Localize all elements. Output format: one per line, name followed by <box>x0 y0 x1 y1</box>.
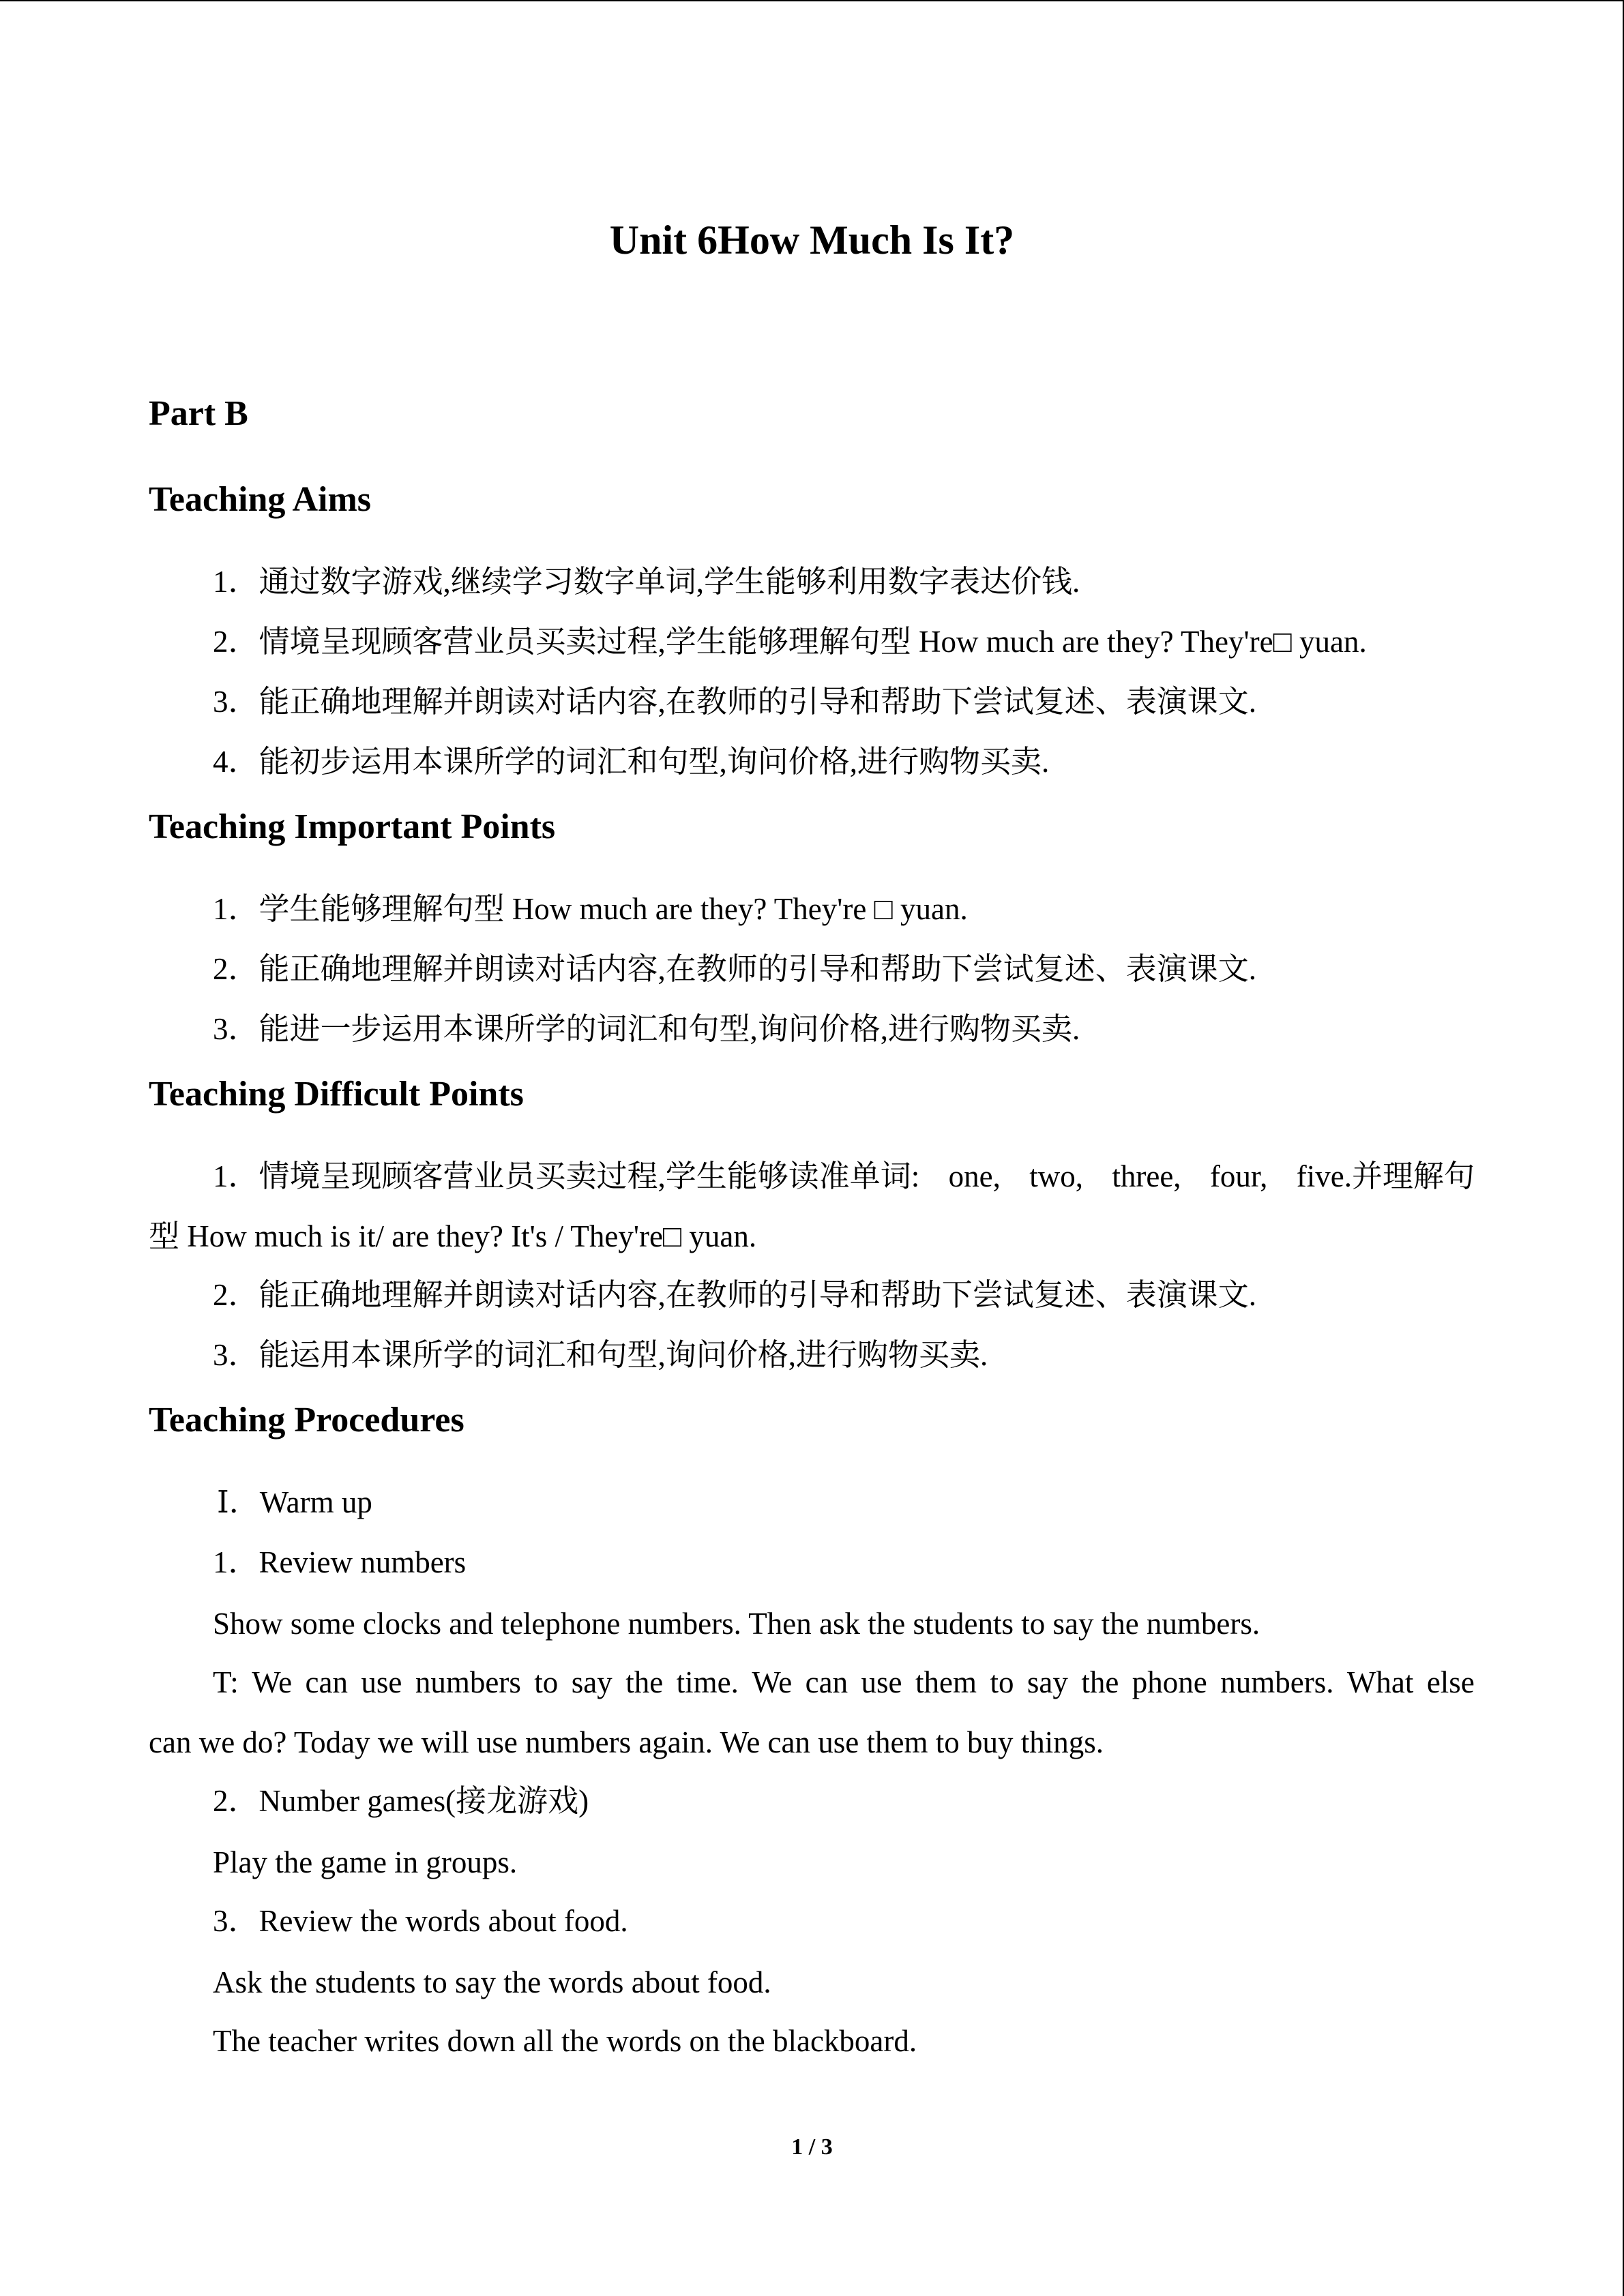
review-numbers-text: Show some clocks and telephone numbers. Then ask the students to say the numbers. <box>213 1607 1260 1641</box>
important-item-2: 2．能正确地理解并朗读对话内容,在教师的引导和帮助下尝试复述、表演课文. <box>213 952 1257 986</box>
teacher-speech-word: What <box>1346 1665 1414 1699</box>
important-points-heading: Teaching Important Points <box>149 807 556 846</box>
teacher-speech-word: use <box>361 1665 402 1699</box>
teacher-speech-word: say <box>1027 1665 1068 1699</box>
teaching-aims-heading: Teaching Aims <box>149 480 372 519</box>
teacher-speech-word: We <box>752 1665 793 1699</box>
teacher-speech-word: can <box>805 1665 848 1699</box>
difficult-item-3: 3．能运用本课所学的词汇和句型,询问价格,进行购物买卖. <box>213 1338 988 1372</box>
difficult-item-2: 2．能正确地理解并朗读对话内容,在教师的引导和帮助下尝试复述、表演课文. <box>213 1278 1257 1312</box>
teacher-speech-word: can <box>305 1665 348 1699</box>
teacher-speech-word: T: <box>213 1665 239 1699</box>
difficult-item-1-part: four, <box>1209 1159 1268 1193</box>
step-warm-up: Ⅰ．Warm up <box>217 1485 372 1519</box>
review-food-text-2: The teacher writes down all the words on the blackboard. <box>213 2024 917 2058</box>
aims-item-3: 3．能正确地理解并朗读对话内容,在教师的引导和帮助下尝试复述、表演课文. <box>213 685 1257 719</box>
teacher-speech-word: numbers <box>415 1665 521 1699</box>
teacher-speech-word: use <box>861 1665 902 1699</box>
important-item-3: 3．能进一步运用本课所学的词汇和句型,询问价格,进行购物买卖. <box>213 1012 1080 1046</box>
difficult-item-1-part: two, <box>1029 1159 1083 1193</box>
number-games-text: Play the game in groups. <box>213 1845 518 1879</box>
document-title: Unit 6How Much Is It? <box>609 218 1015 263</box>
teacher-speech-word: time. <box>676 1665 739 1699</box>
review-food-text-1: Ask the students to say the words about food. <box>213 1965 771 1999</box>
teacher-speech-word: phone <box>1132 1665 1207 1699</box>
teacher-speech-word: to <box>990 1665 1014 1699</box>
number-games-label: 2．Number games(接龙游戏) <box>213 1784 589 1818</box>
teacher-speech-word: the <box>1081 1665 1119 1699</box>
teacher-speech-word: them <box>915 1665 977 1699</box>
aims-item-1: 1．通过数字游戏,继续学习数字单词,学生能够利用数字表达价钱. <box>213 565 1080 599</box>
difficult-item-1-part: five.并理解句 <box>1296 1159 1475 1193</box>
teacher-speech-word: to <box>534 1665 559 1699</box>
difficult-item-1-part: three, <box>1112 1159 1181 1193</box>
part-heading: Part B <box>149 394 248 433</box>
page-number: 1 / 3 <box>791 2134 833 2160</box>
aims-item-2: 2．情境呈现顾客营业员买卖过程,学生能够理解句型 How much are they? They're□ yuan. <box>213 625 1367 659</box>
review-food-label: 3．Review the words about food. <box>213 1904 628 1938</box>
difficult-item-1-part: 1．情境呈现顾客营业员买卖过程,学生能够读准单词: <box>213 1159 920 1193</box>
difficult-item-1 <box>213 1155 1475 1197</box>
teacher-speech <box>213 1661 1475 1703</box>
teacher-speech-word: say <box>571 1665 612 1699</box>
procedures-heading: Teaching Procedures <box>149 1401 464 1440</box>
review-numbers-label: 1．Review numbers <box>213 1545 467 1579</box>
difficult-item-1-part: one, <box>948 1159 1001 1193</box>
teacher-speech-word: numbers. <box>1220 1665 1334 1699</box>
teacher-speech-word: the <box>625 1665 664 1699</box>
teacher-speech-word: else <box>1426 1665 1475 1699</box>
teacher-speech-continuation: can we do? Today we will use numbers again. We can use them to buy things. <box>149 1725 1104 1759</box>
aims-item-4: 4．能初步运用本课所学的词汇和句型,询问价格,进行购物买卖. <box>213 745 1050 779</box>
difficult-item-1-continuation: 型 How much is it/ are they? It's / They're□ yuan. <box>149 1219 757 1253</box>
teacher-speech-word: We <box>252 1665 293 1699</box>
difficult-points-heading: Teaching Difficult Points <box>149 1075 524 1114</box>
important-item-1: 1．学生能够理解句型 How much are they? They're □ yuan. <box>213 892 968 926</box>
